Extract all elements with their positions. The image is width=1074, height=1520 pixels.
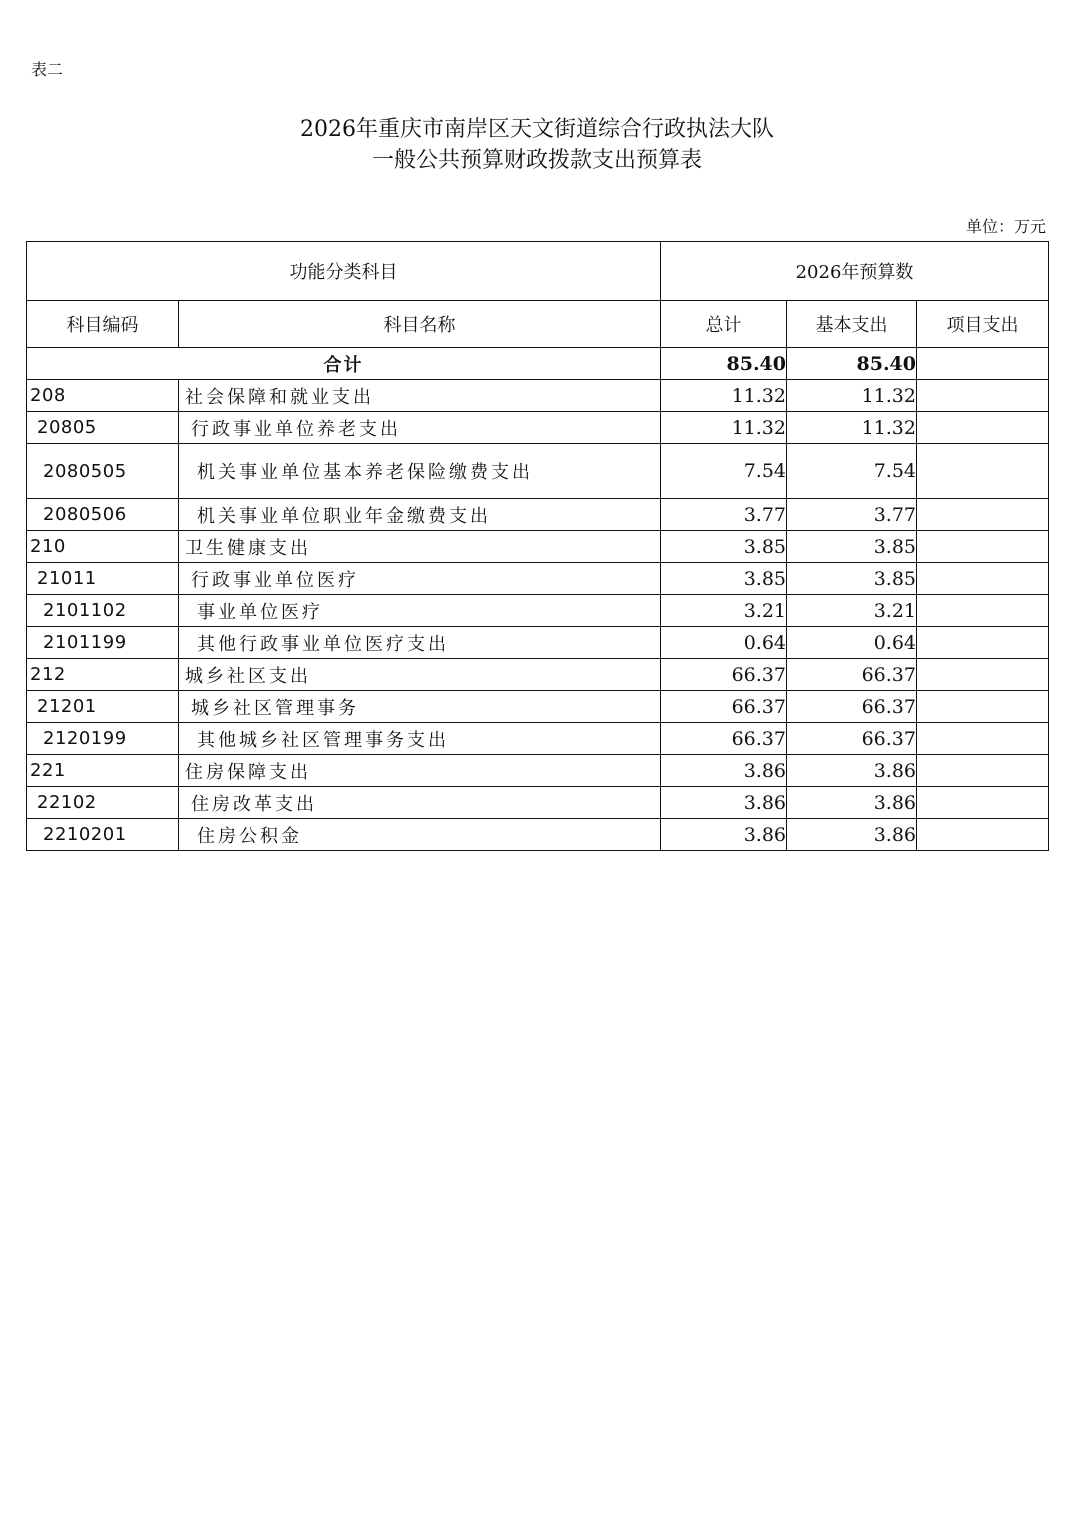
- row-code: 221: [27, 755, 179, 787]
- table-row: [27, 787, 1049, 819]
- header-code: 科目编码: [27, 301, 179, 348]
- row-name: 城乡社区管理事务: [179, 691, 661, 723]
- table-row: [27, 531, 1049, 563]
- row-basic: 3.86: [787, 755, 917, 787]
- row-code: 210: [27, 531, 179, 563]
- row-basic: 3.77: [787, 499, 917, 531]
- total-label: 合计: [27, 348, 661, 380]
- row-name: 机关事业单位职业年金缴费支出: [179, 499, 661, 531]
- header-name: 科目名称: [179, 301, 661, 348]
- row-basic: 3.86: [787, 819, 917, 851]
- row-name: 城乡社区支出: [179, 659, 661, 691]
- row-project: [917, 723, 1049, 755]
- row-basic: 3.86: [787, 787, 917, 819]
- row-basic: 7.54: [787, 444, 917, 499]
- row-name: 其他城乡社区管理事务支出: [179, 723, 661, 755]
- row-project: [917, 531, 1049, 563]
- row-name: 社会保障和就业支出: [179, 380, 661, 412]
- row-project: [917, 691, 1049, 723]
- row-project: [917, 755, 1049, 787]
- row-basic: 66.37: [787, 691, 917, 723]
- row-project: [917, 380, 1049, 412]
- row-name: 住房保障支出: [179, 755, 661, 787]
- row-total: 3.86: [661, 755, 787, 787]
- header-function-classification: 功能分类科目: [27, 242, 661, 301]
- row-basic: 11.32: [787, 380, 917, 412]
- header-row-columns: [27, 301, 1049, 348]
- row-code: 21011: [27, 563, 179, 595]
- table-row: [27, 691, 1049, 723]
- table-row: [27, 563, 1049, 595]
- row-code: 2101199: [27, 627, 179, 659]
- row-total: 3.85: [661, 531, 787, 563]
- total-basic-amount: 85.40: [787, 348, 917, 380]
- row-total: 66.37: [661, 691, 787, 723]
- row-total: 66.37: [661, 723, 787, 755]
- row-code: 2120199: [27, 723, 179, 755]
- row-basic: 66.37: [787, 659, 917, 691]
- row-basic: 0.64: [787, 627, 917, 659]
- row-project: [917, 659, 1049, 691]
- row-basic: 3.85: [787, 563, 917, 595]
- table-row: [27, 659, 1049, 691]
- row-project: [917, 787, 1049, 819]
- document-title: 2026年重庆市南岸区天文街道综合行政执法大队: [300, 117, 774, 142]
- unit-label: 单位：万元: [965, 217, 1046, 236]
- row-total: 66.37: [661, 659, 787, 691]
- table-row: [27, 627, 1049, 659]
- header-total: 总计: [661, 301, 787, 348]
- table-row: [27, 595, 1049, 627]
- row-name: 住房改革支出: [179, 787, 661, 819]
- row-code: 2101102: [27, 595, 179, 627]
- row-total: 3.86: [661, 819, 787, 851]
- table-label: 表二: [31, 60, 64, 79]
- row-name: 行政事业单位医疗: [179, 563, 661, 595]
- total-row: [27, 348, 1049, 380]
- row-basic: 11.32: [787, 412, 917, 444]
- row-project: [917, 499, 1049, 531]
- row-total: 3.21: [661, 595, 787, 627]
- header-basic: 基本支出: [787, 301, 917, 348]
- row-code: 22102: [27, 787, 179, 819]
- total-amount: 85.40: [661, 348, 787, 380]
- row-code: 2210201: [27, 819, 179, 851]
- row-code: 21201: [27, 691, 179, 723]
- row-project: [917, 627, 1049, 659]
- row-total: 3.85: [661, 563, 787, 595]
- row-total: 3.77: [661, 499, 787, 531]
- row-total: 3.86: [661, 787, 787, 819]
- row-code: 2080506: [27, 499, 179, 531]
- row-name: 卫生健康支出: [179, 531, 661, 563]
- total-project-amount: [917, 348, 1049, 380]
- row-basic: 3.85: [787, 531, 917, 563]
- row-name: 住房公积金: [179, 819, 661, 851]
- budget-table: [26, 241, 1049, 851]
- row-basic: 66.37: [787, 723, 917, 755]
- row-project: [917, 595, 1049, 627]
- row-total: 7.54: [661, 444, 787, 499]
- row-basic: 3.21: [787, 595, 917, 627]
- row-project: [917, 412, 1049, 444]
- row-name: 其他行政事业单位医疗支出: [179, 627, 661, 659]
- row-code: 2080505: [27, 444, 179, 499]
- row-project: [917, 563, 1049, 595]
- row-total: 11.32: [661, 380, 787, 412]
- table-row: [27, 444, 1049, 499]
- row-project: [917, 819, 1049, 851]
- header-project: 项目支出: [917, 301, 1049, 348]
- row-name: 行政事业单位养老支出: [179, 412, 661, 444]
- row-project: [917, 444, 1049, 499]
- row-code: 20805: [27, 412, 179, 444]
- header-row-group: [27, 242, 1049, 301]
- row-name: 机关事业单位基本养老保险缴费支出: [179, 444, 661, 499]
- row-total: 11.32: [661, 412, 787, 444]
- table-row: [27, 819, 1049, 851]
- table-row: [27, 723, 1049, 755]
- document-subtitle: 一般公共预算财政拨款支出预算表: [371, 148, 702, 173]
- table-row: [27, 412, 1049, 444]
- row-code: 208: [27, 380, 179, 412]
- header-budget-year: 2026年预算数: [661, 242, 1049, 301]
- row-code: 212: [27, 659, 179, 691]
- table-row: [27, 380, 1049, 412]
- row-name: 事业单位医疗: [179, 595, 661, 627]
- table-row: [27, 755, 1049, 787]
- table-row: [27, 499, 1049, 531]
- row-total: 0.64: [661, 627, 787, 659]
